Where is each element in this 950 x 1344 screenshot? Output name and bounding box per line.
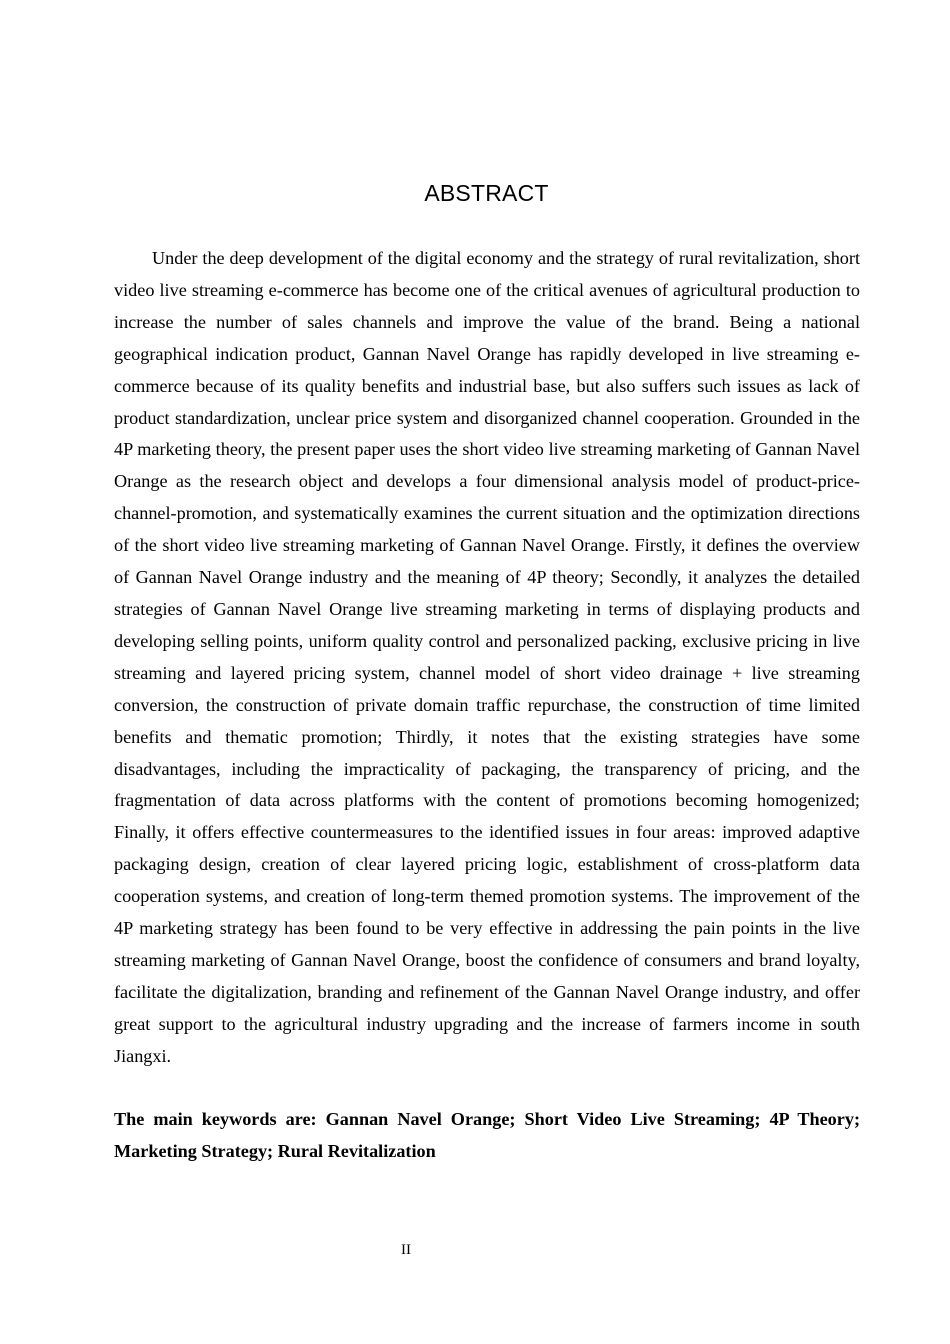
abstract-paragraph: Under the deep development of the digital economy and the strategy of rural revitalization, short video live streaming e-commerce has become one of the critical avenues of agricultural production to increase the number of sales channels and improve the value of the brand. Being a national geographical indication product, Gannan Navel Orange has rapidly developed in live streaming e-commerce because of its quality benefits and industrial base, but also suffers such issues as lack of product standardization, unclear price system and disorganized channel cooperation. Grounded in the 4P marketing theory, the present paper uses the short video live streaming marketing of Gannan Navel Orange as the research object and develops a four dimensional analysis model of product-price-channel-promotion, and systematically examines the current situation and the optimization directions of the short video live streaming marketing of Gannan Navel Orange. Firstly, it defines the overview of Gannan Navel Orange industry and the meaning of 4P theory; Secondly, it analyzes the detailed strategies of Gannan Navel Orange live streaming marketing in terms of displaying products and developing selling points, uniform quality control and personalized packing, exclusive pricing in live streaming and layered pricing system, channel model of short video drainage + live streaming conversion, the construction of private domain traffic repurchase, the construction of time limited benefits and thematic promotion; Thirdly, it notes that the existing strategies have some disadvantages, including the impracticality of packaging, the transparency of pricing, and the fragmentation of data across platforms with the content of promotions becoming homogenized; Finally, it offers effective countermeasures to the identified issues in four areas: improved adaptive packaging design, creation of clear layered pricing logic, establishment of cross-platform data cooperation systems, and creation of long-term themed promotion systems. The improvement of the 4P marketing strategy has been found to be very effective in addressing the pain points in the live streaming marketing of Gannan Navel Orange, boost the confidence of consumers and brand loyalty, facilitate the digitalization, branding and refinement of the Gannan Navel Orange industry, and offer great support to the agricultural industry upgrading and the increase of farmers income in south Jiangxi.	[114, 248, 860, 1066]
abstract-title: ABSTRACT	[424, 180, 549, 206]
keywords-paragraph: The main keywords are: Gannan Navel Orange; Short Video Live Streaming; 4P Theory; Marketing Strategy; Rural Revitalization	[114, 1109, 860, 1161]
page-number: II	[401, 1242, 411, 1258]
